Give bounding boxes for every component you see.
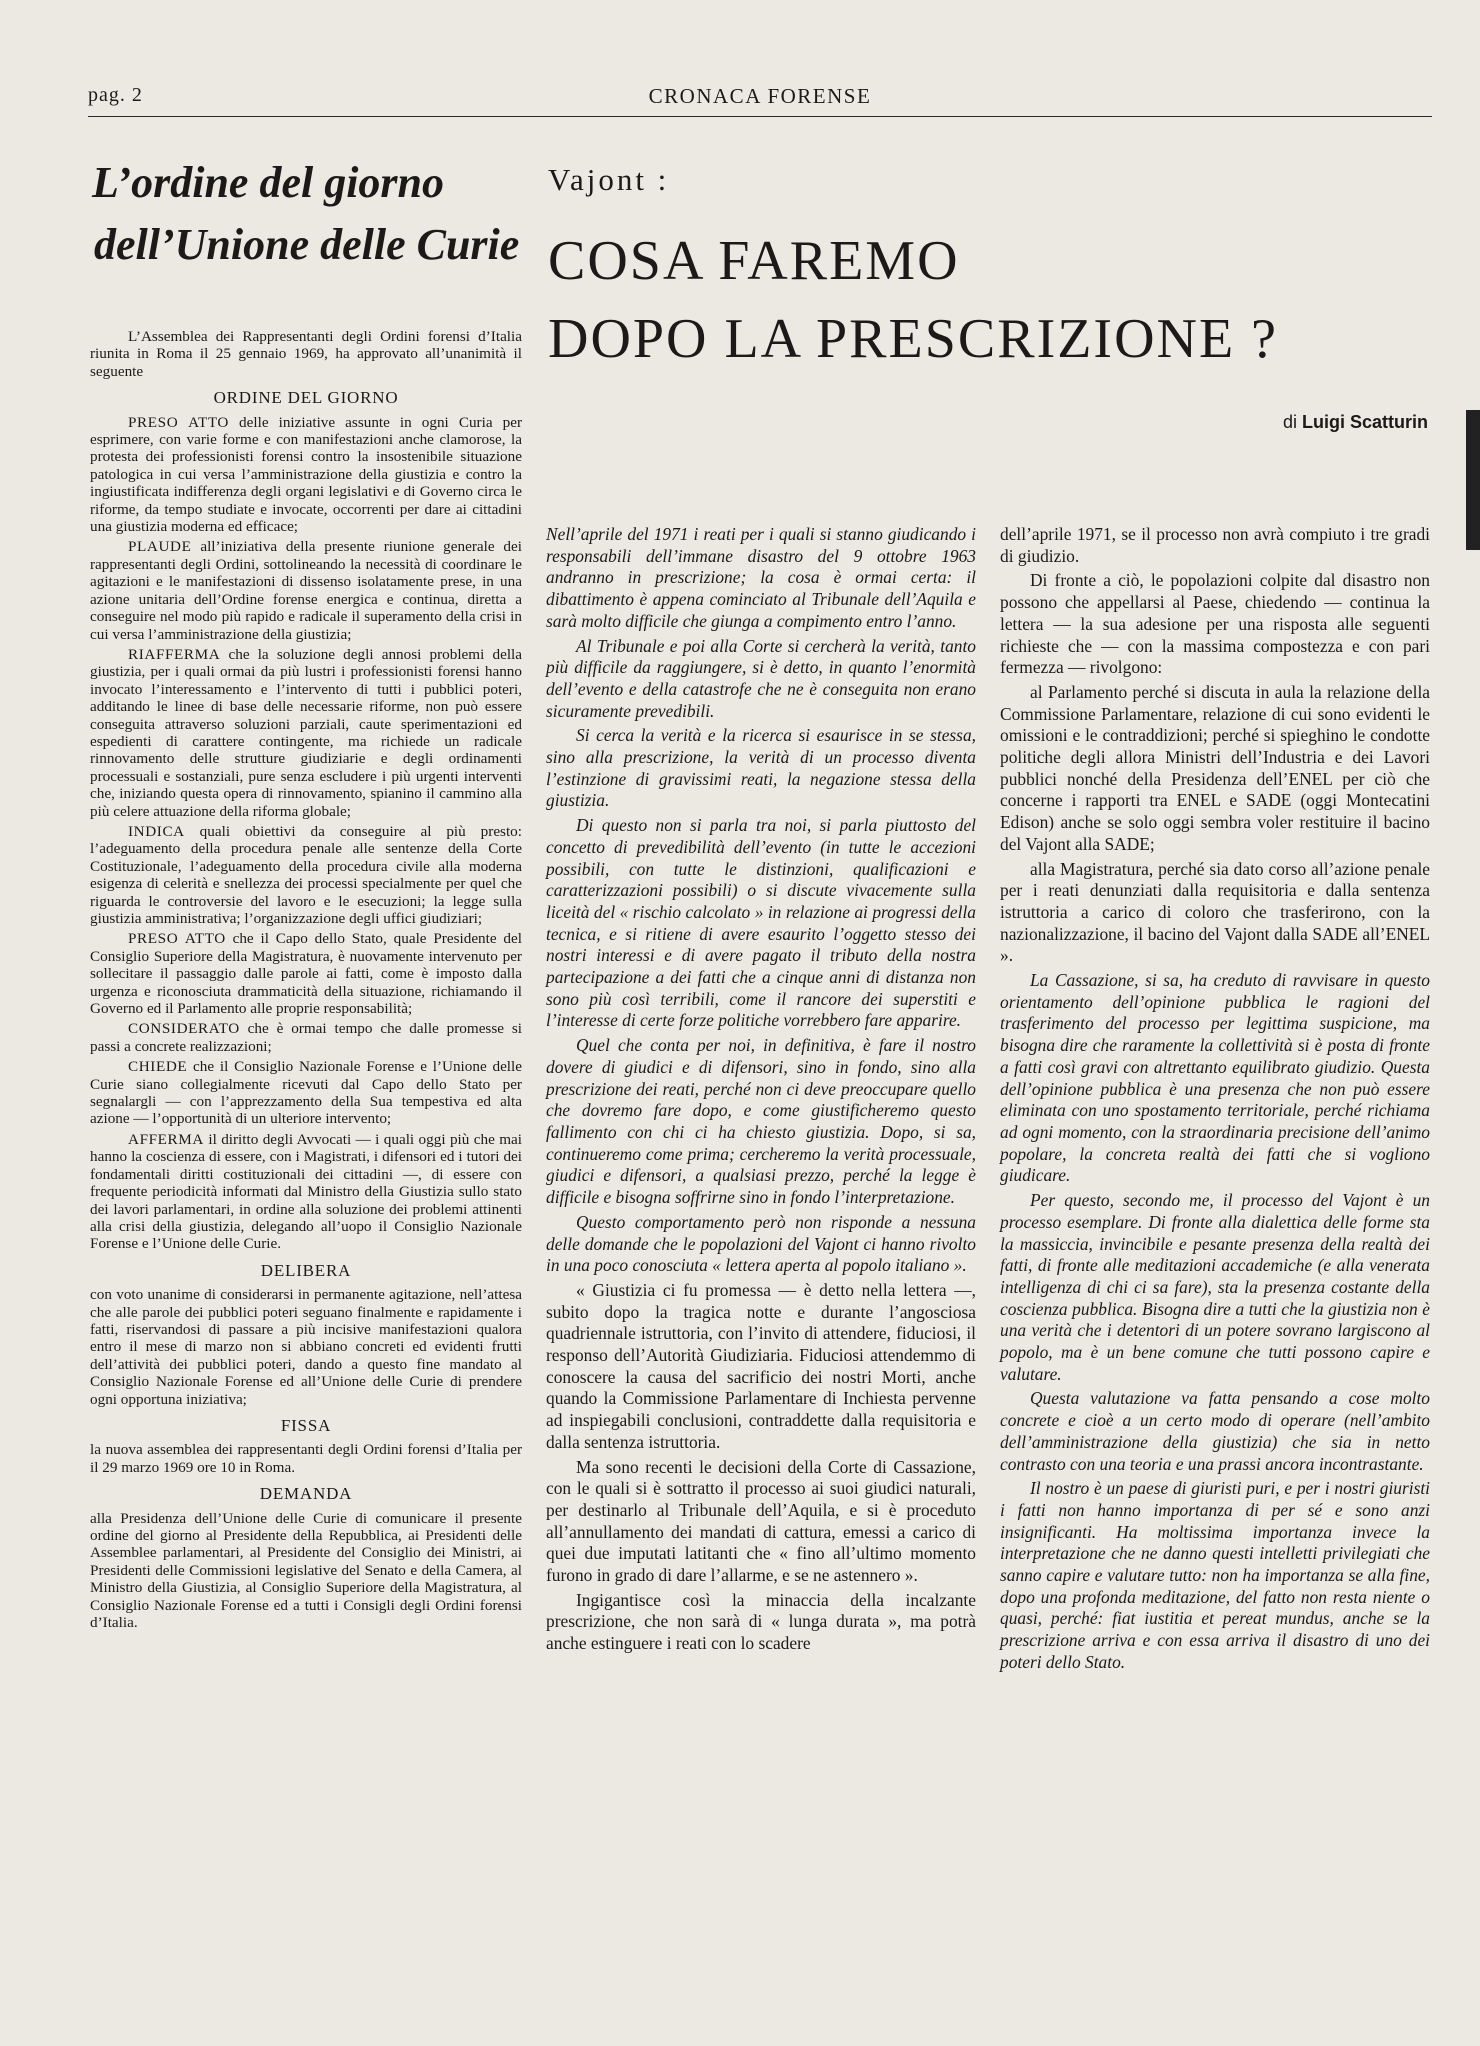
left-article-title: L’ordine del giorno dell’Unione delle Curie <box>92 158 520 269</box>
page-number: pag. 2 <box>88 84 143 106</box>
article-paragraph: dell’aprile 1971, se il processo non avrà compiuto i tre gradi di giudizio. <box>1000 524 1430 566</box>
resolution-intro: L’Assemblea dei Rappresentanti degli Ordini forensi d’Italia riunita in Roma il 25 gennaio 1969, ha approvato all’unanimità il seguente <box>90 328 522 380</box>
resolution-keyword: PRESO ATTO <box>128 413 230 431</box>
article-paragraph: Per questo, secondo me, il processo del Vajont è un processo esemplare. Di fronte alla dialettica delle forme sta la massiccia, invincibile e pesante presenza della realtà dei fatti, di fronte alle meditazioni accademiche (e alla venerata intelligenza di chi ci sa fare), sta la presenza costante della coscienza pubblica. Bisogna dire a tutti che la giustizia non è una verità che i detentori di un potere sovrano largiscono al popolo, ma è un bene comune che tutti possono capire e valutare. <box>1000 1190 1430 1384</box>
edge-strip <box>1466 410 1480 550</box>
article-paragraph: La Cassazione, si sa, ha creduto di ravvisare in questo orientamento dell’opinione pubblica le ragioni del trasferimento del processo per legittima suspicione, ma bisogna dire che raramente la collettività si è posta di fronte a fatti così gravi con altrettanto equilibrato giudizio. Questa dell’opinione pubblica è una presenza che non può essere eliminata con uno spostamento territoriale, perché richiama ad ogni momento, con la straordinaria precisione dell’animo popolare, la concreta realtà dei fatti che si vogliono giudicare. <box>1000 970 1430 1186</box>
heading-delibera: DELIBERA <box>260 1260 352 1280</box>
resolution-keyword: PRESO ATTO <box>128 930 226 948</box>
article-paragraph: « Giustizia ci fu promessa — è detto nella lettera —, subito dopo la tragica notte e durante l’angosciosa quadriennale istruttoria, con l’invito di attendere, fiduciosi, il responso dell’Autorità Giudiziaria. Fiduciosi attendemmo di conoscere la causa del sacrificio dei nostri Morti, anche quando la Commissione Parlamentare di Inchiesta pervenne ad inspiegabili conclusioni, contraddette dalla requisitoria e dalla sentenza istruttoria. <box>546 1279 976 1452</box>
byline: di Luigi Scatturin <box>1282 412 1428 432</box>
article-kicker: Vajont : <box>548 162 670 197</box>
article-paragraph: Di fronte a ciò, le popolazioni colpite dal disastro non possono che appellarsi al Paese, chiedendo — continua la lettera — la sua adesione per una risposta alle seguenti richieste che — con la massima compostezza e con pari fermezza — rivolgono: <box>1000 570 1430 678</box>
resolution-paragraph <box>90 646 522 820</box>
resolution-keyword: CONSIDERATO <box>128 1020 240 1038</box>
resolution-text: che la soluzione degli annosi problemi della giustizia, per i quali ormai da più lustri i professionisti forensi hanno invocato l’interessamento e l’intervento di tutti i pubblici poteri, additando le linee di base delle necessarie riforme, non può essere conseguita attraverso soluzioni parziali, caute sperimentazioni ed espedienti di carattere contingente, ma richiede un radicale rinnovamento delle strutture giudiziarie e degli ordinamenti processuali e sostanziali, pure senza escludere i più urgenti interventi che, iniziando questa opera di rinnovamento, spianino il cammino alla più celere attuazione della riforma globale; <box>90 645 522 820</box>
resolution-paragraph <box>90 1131 522 1253</box>
resolution-paragraph <box>90 538 522 642</box>
article-paragraph: Al Tribunale e poi alla Corte si cercherà la verità, tanto più difficile da raggiungere, si è detto, in quanto l’enormità dell’evento e della catastrofe che ne è conseguita non erano sicuramente prevedibili. <box>546 635 976 721</box>
article-paragraph: Questo comportamento però non risponde a nessuna delle domande che le popolazioni del Vajont ci hanno rivolto in una poco conosciuta « lettera aperta al popolo italiano ». <box>546 1211 976 1276</box>
resolution-paragraph <box>90 1058 522 1128</box>
fissa-text: la nuova assemblea dei rappresentanti degli Ordini forensi d’Italia per il 29 marzo 1969 ore 10 in Roma. <box>90 1441 522 1476</box>
resolution-paragraph <box>90 1020 522 1055</box>
resolution-text: all’iniziativa della presente riunione generale dei rappresentanti degli Ordini, sottolineando la necessità di coordinare le agitazioni e le manifestazioni di dissenso isolatamente prese, in una azione unitaria dell’Ordine forense energica e continua, diretta a conseguire nel modo più rapido e radicale il superamento della crisi in cui versa l’amministrazione della giustizia; <box>90 538 522 643</box>
resolution-paragraph <box>90 414 522 536</box>
journal-title: CRONACA FORENSE <box>648 84 872 108</box>
left-article <box>90 152 522 1634</box>
article-paragraph: al Parlamento perché si discuta in aula la relazione della Commissione Parlamentare, relazione di cui sono evidenti le omissioni e le contraddizioni; perché si spieghino le condotte politiche degli allora Ministri dell’Industria e dei Lavori pubblici nonché della Presidenza dell’ENEL per ciò che concerne i rapporti tra ENEL e SADE (oggi Montecatini Edison) anche se solo oggi sembra voler restituire il bacino del Vajont alla SADE; <box>1000 681 1430 854</box>
article-paragraph: Si cerca la verità e la ricerca si esaurisce in se stessa, sino alla prescrizione, la verità di un processo diventa l’estinzione di gravissimi reati, la negazione stessa della giustizia. <box>546 725 976 811</box>
resolution-text: delle iniziative assunte in ogni Curia per esprimere, con varie forme e con manifestazioni anche clamorose, la protesta dei professionisti forensi contro la insostenibile situazione patologica in cui versa l’amministrazione della giustizia e contro la ingiustificata indifferenza degli organi legislativi e di Governo circa le riforme, da tempo studiate e invocate, occorrenti per dare ai cittadini una giustizia moderna ed efficace; <box>90 413 522 536</box>
article-paragraph: Ma sono recenti le decisioni della Corte di Cassazione, con le quali si è sottratto il processo ai suoi giudici naturali, per destinarlo al Tribunale dell’Aquila, e si è proceduto all’annullamento dei mandati di cattura, emessi a carico di quei due imputati latitanti che « fino all’ultimo momento furono in grado di dare l’allarme, e se ne astennero ». <box>546 1456 976 1586</box>
article-paragraph: Questa valutazione va fatta pensando a cose molto concrete e cioè a un certo modo di operare (nell’ambito dell’amministrazione della giustizia) che sia in netto contrasto con una teoria e una prassi ancora incontrastante. <box>1000 1388 1430 1474</box>
article-paragraph: Nell’aprile del 1971 i reati per i quali si stanno giudicando i responsabili dell’immane disastro del 9 ottobre 1963 andranno in prescrizione; la cosa è ormai certa: il dibattimento è appena cominciato al Tribunale dell’Aquila e sarà molto difficile che giunga a compimento entro l’anno. <box>546 524 976 631</box>
resolution-keyword: INDICA <box>128 822 185 840</box>
resolution-keyword: PLAUDE <box>128 538 192 556</box>
heading-fissa: FISSA <box>280 1415 332 1435</box>
resolution-text: il diritto degli Avvocati — i quali oggi più che mai hanno la coscienza di essere, con i Magistrati, i difensori ed i tutori dei fondamentali diritti costituzionali dei cittadini —, di essere con frequente periodicità informati dal Ministro della Giustizia sullo stato dei lavori parlamentari, in ordine alla soluzione dei problemi attinenti alla crisi della giustizia, delegando all’uopo il Consiglio Nazionale Forense e l’Unione delle Curie. <box>90 1130 522 1253</box>
article-paragraph: Il nostro è un paese di giuristi puri, e per i nostri giuristi i fatti non hanno importanza di per sé e sono anzi insignificanti. Ha moltissima importanza invece la interpretazione che ne danno questi intelletti privilegiati che sanno capire e valutare tutto: non ha importanza se alla fine, dopo una profonda meditazione, del fatto non resta niente o quasi, perché: fiat iustitia et pereat mundus, anche se la prescrizione arriva e con essa arriva il disastro di uno dei poteri dello Stato. <box>1000 1478 1430 1672</box>
delibera-text: con voto unanime di considerarsi in permanente agitazione, nell’attesa che alle parole dei pubblici poteri seguano finalmente e rapidamente i fatti, riservandosi di passare a più incisive manifestazioni qualora entro il mese di marzo non si abbiano concreti ed evidenti frutti dell’attività dei pubblici poteri, dando a questo fine mandato al Consiglio Nazionale Forense ed all’Unione delle Curie di prendere ogni opportuna iniziativa; <box>90 1286 522 1408</box>
resolution-text: che il Consiglio Nazionale Forense e l’Unione delle Curie siano collegialmente ricevuti dal Capo dello Stato per segnalargli — con l’apprezzamento della Sua tempestiva ed alta azione — l’opportunità di un ulteriore intervento; <box>90 1058 522 1128</box>
resolution-paragraph <box>90 930 522 1017</box>
article-paragraph: Quel che conta per noi, in definitiva, è fare il nostro dovere di giudici e di difensori, sino in fondo, sino alla prescrizione dei reati, perché non ci deve preoccupare quello che dovremo fare dopo, e come giustificheremo questo fallimento con chi ci ha chiesto giustizia. Dopo, si sa, continueremo come prima; cercheremo la verità processuale, giudici e difensori, a qualsiasi prezzo, perché la legge è difficile e bisogna soffrirne sino in fondo l’interpretazione. <box>546 1035 976 1208</box>
resolution-paragraph <box>90 823 522 927</box>
article-paragraph: Ingigantisce così la minaccia della incalzante prescrizione, che non sarà di « lunga durata », ma potrà anche estinguere i reati con lo scadere <box>546 1589 976 1654</box>
article-column-middle <box>546 524 976 1658</box>
article-column-right <box>1000 524 1430 1677</box>
resolution-keyword: AFFERMA <box>128 1130 204 1148</box>
resolution-keyword: CHIEDE <box>128 1058 188 1076</box>
heading-demanda: DEMANDA <box>259 1484 353 1504</box>
resolution-text: quali obiettivi da conseguire al più presto: l’adeguamento della procedura penale alle sentenze della Corte Costituzionale, l’adeguamento della procedura civile alla moderna esigenza di celerità e snellezza dei processi specialmente per quel che riguarda le controversie del lavoro e le esecuzioni; la legge sulla giustizia amministrativa; l’organizzazione degli uffici giudiziari; <box>90 822 522 927</box>
heading-ordine: ORDINE DEL GIORNO <box>213 388 399 408</box>
resolution-paragraphs <box>90 414 522 1253</box>
page-header <box>88 80 1432 117</box>
resolution-text: che è ormai tempo che dalle promesse si passi a concrete realizzazioni; <box>90 1020 522 1055</box>
resolution-body <box>90 328 522 1631</box>
resolution-text: che il Capo dello Stato, quale Presidente del Consiglio Superiore della Magistratura, è nuovamente intervenuto per sollecitare il passaggio dalle parole ai fatti, come è imposto dalla urgenza e riconosciuta drammaticità della situazione, richiamando il Governo ed il Parlamento alle proprie responsabilità; <box>90 930 522 1018</box>
article-paragraph: Di questo non si parla tra noi, si parla piuttosto del concetto di prevedibilità dell’evento (in tutte le accezioni possibili, con tutte le distinzioni, qualificazioni e caratterizzazioni possibili) o si discute vivacemente sulla liceità del « rischio calcolato » in relazione ai progressi della tecnica, e si ritiene di avere esaurito l’oggetto stesso dei nostri interessi e di avere pagato il tributo della nostra partecipazione a dei fatti che a cinque anni di distanza non sono più così terribili, come il rancore dei superstiti e l’interesse di certe forze politiche vorrebbero fare apparire. <box>546 815 976 1031</box>
demanda-text: alla Presidenza dell’Unione delle Curie di comunicare il presente ordine del giorno al Presidente della Repubblica, ai Presidenti delle Assemblee parlamentari, al Presidente del Consiglio dei Ministri, ai Presidenti delle Commissioni legislative del Senato e della Camera, al Ministro della Giustizia, al Consiglio Superiore della Magistratura, al Consiglio Nazionale Forense ed a tutti i Consigli degli Ordini forensi d’Italia. <box>90 1509 522 1632</box>
main-article-title: COSA FAREMO DOPO LA PRESCRIZIONE ? <box>548 230 1279 370</box>
resolution-keyword: RIAFFERMA <box>128 645 221 663</box>
author-name: Luigi Scatturin <box>1302 412 1428 432</box>
article-paragraph: alla Magistratura, perché sia dato corso all’azione penale per i reati denunziati dalla requisitoria e dalla sentenza istruttoria a carico di coloro che trasferirono, con la nazionalizzazione, il bacino del Vajont dalla SADE all’ENEL ». <box>1000 858 1430 966</box>
